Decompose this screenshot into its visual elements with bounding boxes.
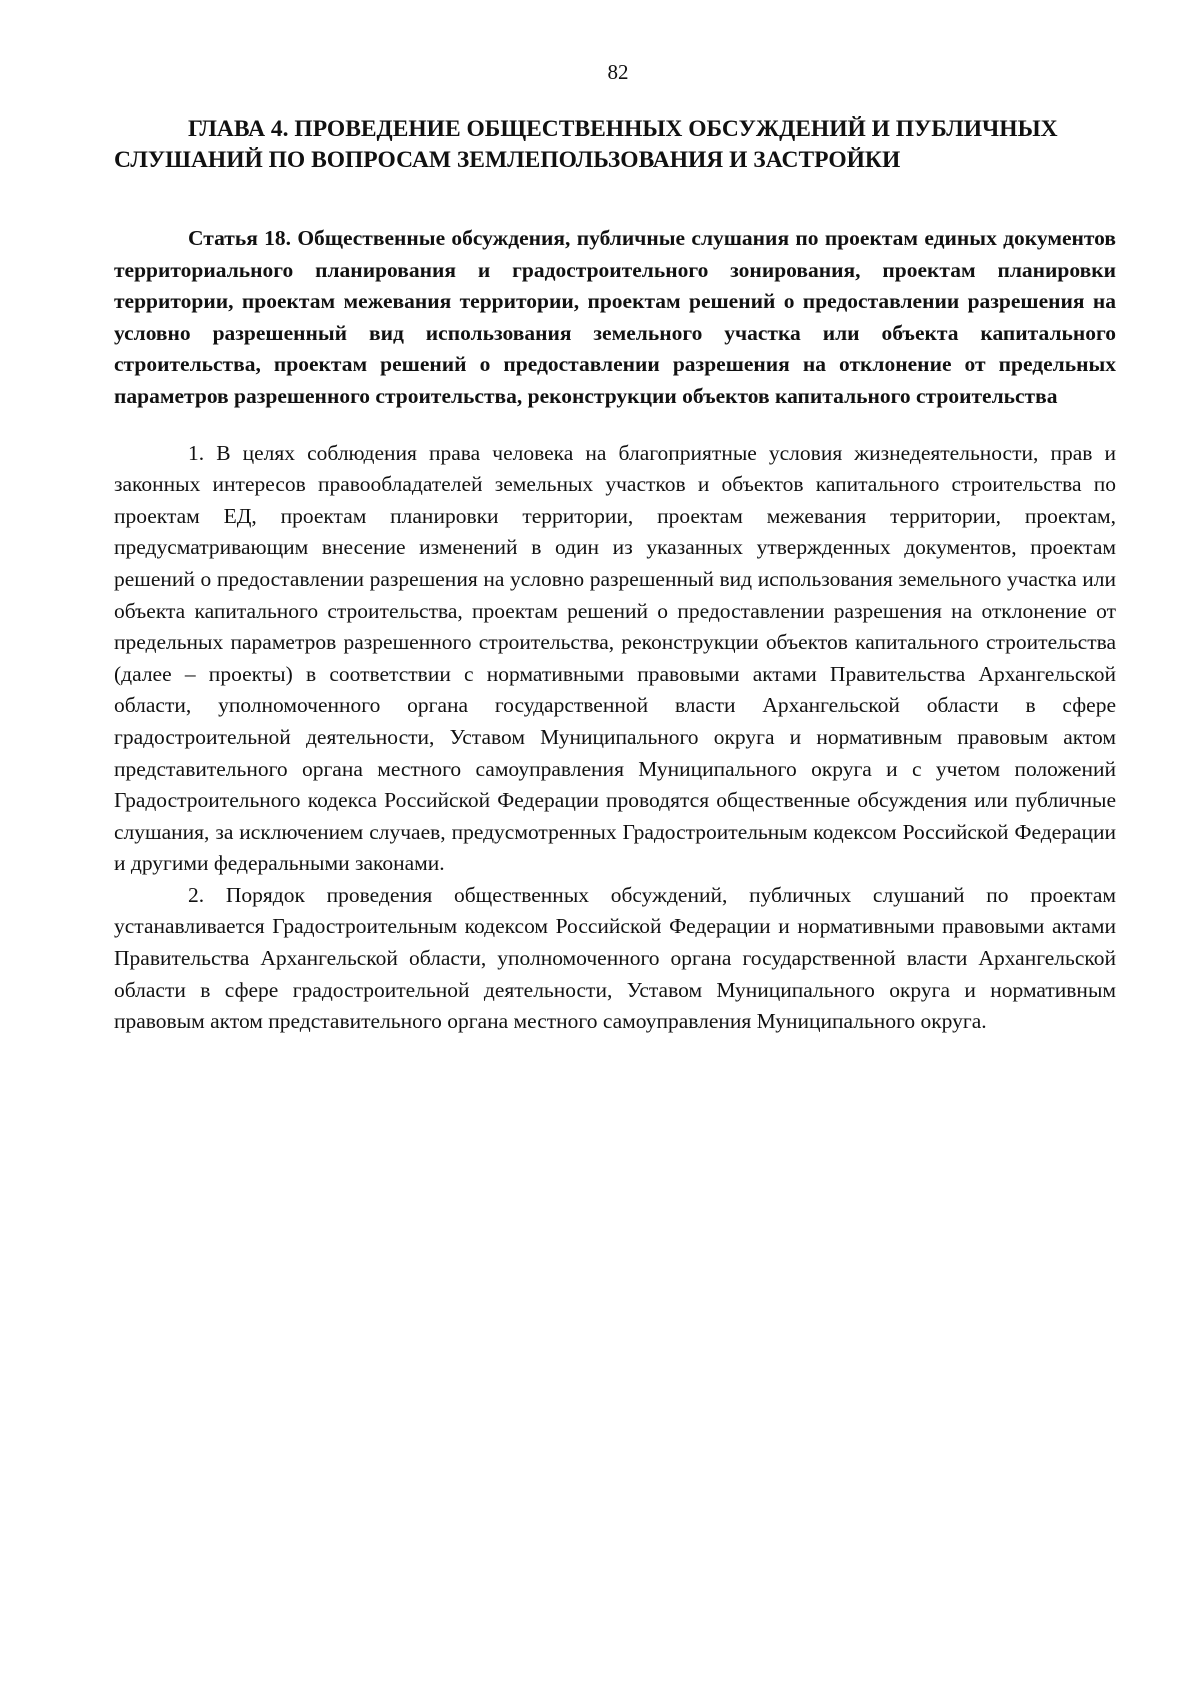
chapter-title-line-1: ГЛАВА 4. ПРОВЕДЕНИЕ ОБЩЕСТВЕННЫХ ОБСУЖДЕНИЙ И ПУБЛИЧНЫХ [188, 116, 1058, 142]
page-content [114, 114, 1116, 1038]
chapter-title [114, 114, 1116, 176]
paragraph-1: 1. В целях соблюдения права человека на благоприятные условия жизнедеятельности, прав и законных интересов правообладателей земельных участков и объектов капитального строительства по проектам ЕД, проектам планировки территории, проектам межевания территории, проектам, предусматривающим внесение изменений в один из указанных утвержденных документов, проектам решений о предоставлении разрешения на условно разрешенный вид использования земельного участка или объекта капитального строительства, проектам решений о предоставлении разрешения на отклонение от предельных параметров разрешенного строительства, реконструкции объектов капитального строительства (далее – проекты) в соответствии с нормативными правовыми актами Правительства Архангельской области, уполномоченного органа государственной власти Архангельской области в сфере градостроительной деятельности, Уставом Муниципального округа и нормативным правовым актом представительного органа местного самоуправления Муниципального округа и с учетом положений Градостроительного кодекса Российской Федерации проводятся общественные обсуждения или публичные слушания, за исключением случаев, предусмотренных Градостроительным кодексом Российской Федерации и другими федеральными законами. [114, 440, 1116, 876]
page-number: 82 [607, 60, 629, 84]
paragraph-2: 2. Порядок проведения общественных обсуждений, публичных слушаний по проектам устанавливается Градостроительным кодексом Российской Федерации и нормативными правовыми актами Правительства Архангельской области, уполномоченного органа государственной власти Архангельской области в сфере градостроительной деятельности, Уставом Муниципального округа и нормативным правовым актом представительного органа местного самоуправления Муниципального округа. [114, 882, 1116, 1034]
chapter-title-line-2: СЛУШАНИЙ ПО ВОПРОСАМ ЗЕМЛЕПОЛЬЗОВАНИЯ И ЗАСТРОЙКИ [114, 147, 901, 173]
article-heading: Статья 18. Общественные обсуждения, публичные слушания по проектам единых документов территориального планирования и градостроительного зонирования, проектам планировки территории, проектам межевания территории, проектам решений о предоставлении разрешения на условно разрешенный вид использования земельного участка или объекта капитального строительства, проектам решений о предоставлении разрешения на отклонение от предельных параметров разрешенного строительства, реконструкции объектов капитального строительства [114, 226, 1116, 408]
